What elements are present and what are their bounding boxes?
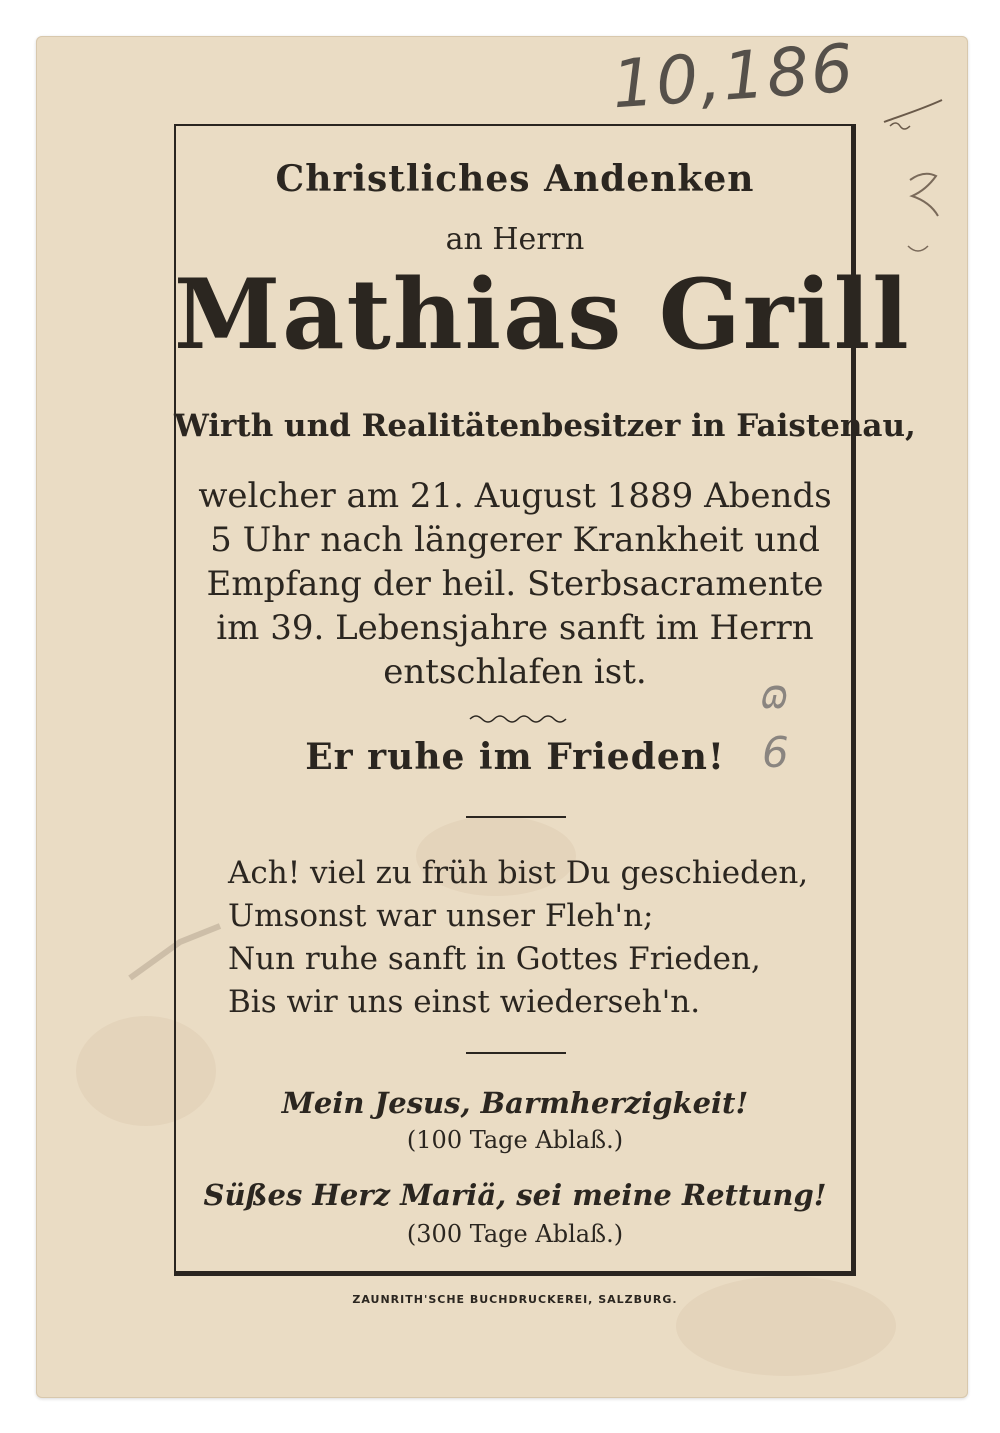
card-subtitle: an Herrn [445,222,585,257]
ornamental-squiggle [468,712,568,726]
verse-line: Bis wir uns einst wiederseh'n. [228,984,701,1020]
divider [466,1052,566,1054]
indulgence-note: (300 Tage Ablaß.) [406,1220,624,1248]
verse-line: Umsonst war unser Fleh'n; [228,898,654,934]
announcement-line: im 39. Lebensjahre sanft im Herrn [216,608,814,648]
memorial-verse [228,852,808,1024]
death-announcement [174,474,856,694]
blessing: Er ruhe im Frieden! [305,736,725,778]
prayer-text: Mein Jesus, Barmherzigkeit! [281,1086,749,1120]
indulgence-note: (100 Tage Ablaß.) [406,1126,624,1154]
pencil-mark: ɷ [760,672,790,718]
paper-stain [676,1276,896,1376]
divider [466,816,566,818]
announcement-line: 5 Uhr nach längerer Krankheit und [210,520,820,560]
announcement-line: welcher am 21. August 1889 Abends [198,476,832,516]
pencil-mark: 6 [762,728,789,777]
deceased-name: Mathias Grill [174,258,911,371]
announcement-line: entschlafen ist. [383,652,647,692]
announcement-line: Empfang der heil. Sterbsacramente [206,564,824,604]
verse-line: Ach! viel zu früh bist Du geschieden, [228,855,809,891]
card-title: Christliches Andenken [275,158,755,200]
verse-line: Nun ruhe sanft in Gottes Frieden, [228,941,761,977]
prayer-text: Süßes Herz Mariä, sei meine Rettung! [203,1178,827,1212]
printer-imprint: ZAUNRITH'SCHE BUCHDRUCKEREI, SALZBURG. [352,1293,678,1306]
archive-number: 10,186 [609,29,858,124]
deceased-occupation: Wirth und Realitätenbesitzer in Faistenau, [174,408,916,444]
